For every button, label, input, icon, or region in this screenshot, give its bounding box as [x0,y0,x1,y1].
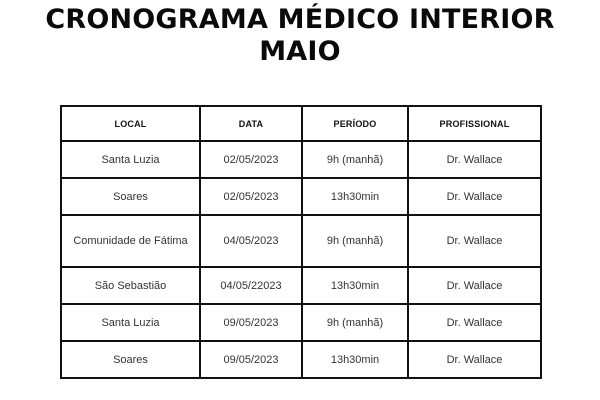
cell-profissional: Dr. Wallace [408,141,541,178]
cell-local: São Sebastião [61,267,200,304]
header-periodo: PERÍODO [302,106,408,141]
cell-local: Soares [61,341,200,378]
table-row [61,141,541,178]
cell-profissional: Dr. Wallace [408,267,541,304]
cell-data: 02/05/2023 [200,178,302,215]
cell-data: 04/05/2023 [200,215,302,267]
cell-periodo: 13h30min [302,341,408,378]
table-row [61,341,541,378]
title-line-2: MAIO [259,36,341,67]
cell-periodo: 9h (manhã) [302,304,408,341]
header-data: DATA [200,106,302,141]
cell-data: 09/05/2023 [200,341,302,378]
cell-profissional: Dr. Wallace [408,304,541,341]
table-row [61,178,541,215]
cell-periodo: 9h (manhã) [302,215,408,267]
table-header-row [61,106,541,141]
cell-data: 09/05/2023 [200,304,302,341]
header-profissional: PROFISSIONAL [408,106,541,141]
table-row [61,304,541,341]
cell-periodo: 13h30min [302,178,408,215]
cell-profissional: Dr. Wallace [408,178,541,215]
cell-profissional: Dr. Wallace [408,215,541,267]
table-row [61,215,541,267]
header-local: LOCAL [61,106,200,141]
cell-profissional: Dr. Wallace [408,341,541,378]
cell-periodo: 9h (manhã) [302,141,408,178]
page-title [0,4,600,68]
cell-local: Santa Luzia [61,304,200,341]
cell-local: Soares [61,178,200,215]
table-row [61,267,541,304]
cell-local: Comunidade de Fátima [61,215,200,267]
cell-local: Santa Luzia [61,141,200,178]
cell-periodo: 13h30min [302,267,408,304]
cell-data: 04/05/22023 [200,267,302,304]
cell-data: 02/05/2023 [200,141,302,178]
schedule-table [60,105,542,379]
title-line-1: CRONOGRAMA MÉDICO INTERIOR [45,4,555,35]
